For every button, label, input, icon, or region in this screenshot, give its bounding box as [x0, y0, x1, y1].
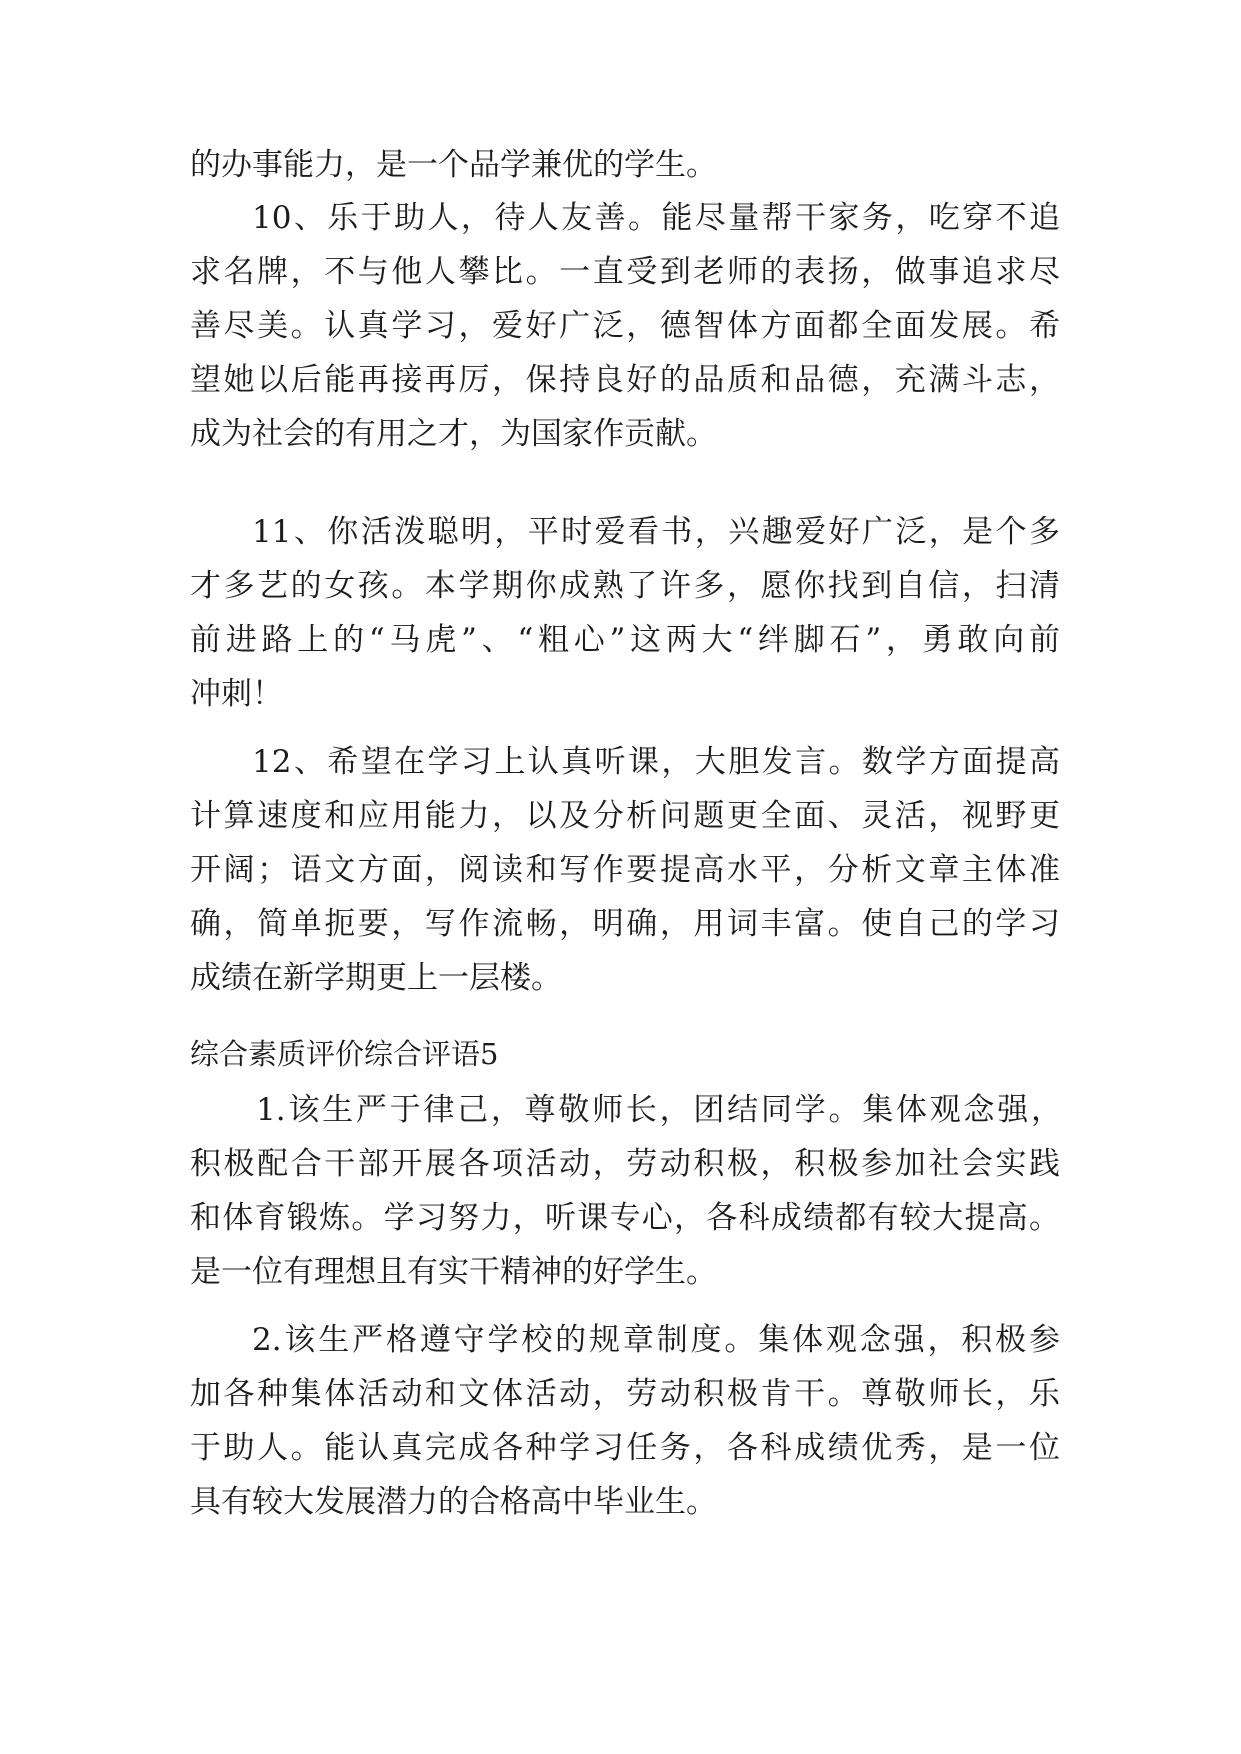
text-line: 2.该生严格遵守学校的规章制度。集体观念强，积极参 [252, 1322, 1060, 1358]
section-heading: 综合素质评价综合评语5 [190, 1037, 499, 1071]
text-line: 的办事能力，是一个品学兼优的学生。 [190, 147, 717, 183]
text-line: 12、希望在学习上认真听课，大胆发言。数学方面提高 [252, 744, 1060, 780]
text-line: 望她以后能再接再厉，保持良好的品质和品德，充满斗志， [190, 362, 1060, 398]
text-line: 于助人。能认真完成各种学习任务，各科成绩优秀，是一位 [190, 1430, 1060, 1466]
text-line: 是一位有理想且有实干精神的好学生。 [190, 1254, 717, 1290]
text-line: 成为社会的有用之才，为国家作贡献。 [190, 416, 717, 452]
text-line: 前进路上的“马虎”、“粗心”这两大“绊脚石”，勇敢向前 [190, 622, 1060, 658]
text-line: 10、乐于助人，待人友善。能尽量帮干家务，吃穿不追 [252, 200, 1060, 236]
text-line: 善尽美。认真学习，爱好广泛，德智体方面都全面发展。希 [190, 308, 1060, 344]
text-line: 开阔；语文方面，阅读和写作要提高水平，分析文章主体准 [190, 852, 1060, 888]
text-line: 才多艺的女孩。本学期你成熟了许多，愿你找到自信，扫清 [190, 568, 1060, 604]
text-line: 成绩在新学期更上一层楼。 [190, 960, 562, 996]
text-line: 和体育锻炼。学习努力，听课专心，各科成绩都有较大提高。 [190, 1200, 1060, 1236]
text-line: 确，简单扼要，写作流畅，明确，用词丰富。使自己的学习 [190, 906, 1060, 942]
text-line: 求名牌，不与他人攀比。一直受到老师的表扬，做事追求尽 [190, 254, 1060, 290]
text-line: 具有较大发展潜力的合格高中毕业生。 [190, 1484, 717, 1520]
text-line: 1.该生严于律己，尊敬师长，团结同学。集体观念强， [256, 1092, 1062, 1128]
text-line: 冲刺！ [190, 676, 283, 712]
text-line: 11、你活泼聪明，平时爱看书，兴趣爱好广泛，是个多 [252, 514, 1060, 550]
text-line: 加各种集体活动和文体活动，劳动积极肯干。尊敬师长，乐 [190, 1376, 1060, 1412]
text-line: 计算速度和应用能力，以及分析问题更全面、灵活，视野更 [190, 798, 1060, 834]
text-line: 积极配合干部开展各项活动，劳动积极，积极参加社会实践 [190, 1146, 1060, 1182]
